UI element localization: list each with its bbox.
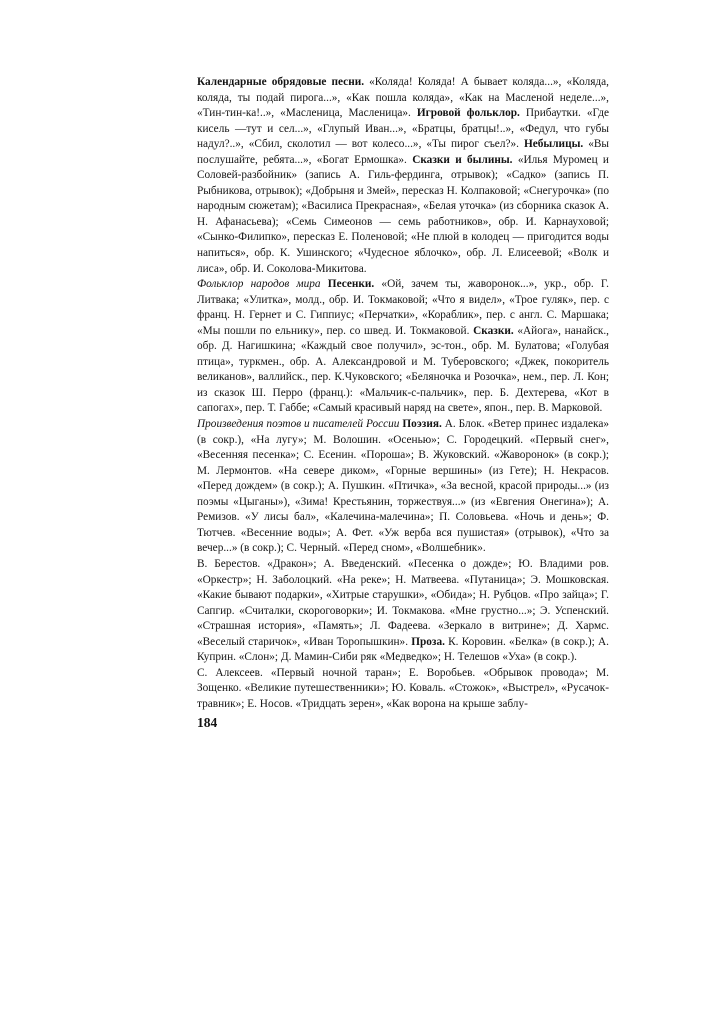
document-page	[197, 75, 609, 732]
text-run: В. Берестов. «Дракон»; А. Введенский. «Песенка о дожде»; Ю. Владими ров. «Оркестр»; Н. Заболоцкий. «На реке»; Н. Матвеева. «Путаница»; Э. Мошковская. «Какие бывают подарки», «Хитрые старушки», «Обида»; Н. Рубцов. «Про зайца»; Г. Сапгир. «Считалки, скороговорки»; И. Токмакова. «Мне грустно...»; Э. Успенский. «Страшная история», «Память»; Л. Фадеева. «Зеркало в витрине»; Д. Хармс. «Веселый старичок», «Иван Торопышкин».	[197, 557, 609, 648]
paragraph	[197, 666, 609, 713]
text-run: К. Коровин. «Белка» (в сокр.); А. Куприн. «Слон»; Д. Мамин-Сиби ряк «Медведко»; Н. Телешов «Уха» (в сокр.).	[197, 635, 609, 664]
paragraph	[197, 75, 609, 277]
section-subtitle: Фольклор народов мира	[197, 278, 321, 291]
text-run: «Ой, зачем ты, жаворонок...», укр., обр. Г. Литвака; «Улитка», молд., обр. И. Токмаковой; «Что я видел», «Трое гуляк», пер. с франц. Н. Гернет и С. Гиппиус; «Перчатки», «Кораблик», пер. с англ. С. Маршака; «Мы пошли по ельнику», пер. со швед. И. Токмаковой.	[197, 278, 609, 337]
section-heading: Песенки.	[327, 278, 375, 291]
paragraph	[197, 277, 609, 417]
text-run: «Вы послушайте, ребята...», «Богат Ермошка».	[197, 138, 609, 166]
text-run: Прибаутки. «Где кисель —тут и сел...», «Глупый Иван...», «Братцы, братцы!..», «Федул, что губы надул?..», «Сбил, сколотил — вот колесо...», «Ты пирог съел?».	[197, 107, 609, 151]
section-heading: Небылицы.	[523, 138, 584, 151]
paragraph	[197, 557, 609, 666]
section-heading: Проза.	[411, 635, 445, 648]
section-heading: Игровой фольклор.	[416, 107, 520, 120]
section-heading: Сказки и былины.	[412, 153, 513, 166]
section-heading: Сказки.	[473, 324, 514, 337]
document-body	[197, 75, 609, 712]
text-run	[321, 278, 328, 290]
paragraph	[197, 417, 609, 557]
text-run: «Коляда! Коляда! А бывает коляда...», «Коляда, коляда, ты подай пирога...», «Как пошла коляда», «Как на Масленой неделе...», «Тин-тин-ка!..», «Масленица, Масленица».	[197, 76, 609, 120]
section-heading: Поэзия.	[402, 418, 442, 431]
section-subtitle: Произведения поэтов и писателей России	[197, 418, 400, 431]
page-number: 184	[197, 715, 218, 731]
text-run: С. Алексеев. «Первый ночной таран»; Е. Воробьев. «Обрывок провода»; М. Зощенко. «Великие путешественники»; Ю. Коваль. «Стожок», «Выстрел», «Русачок-травник»; Е. Носов. «Тридцать зерен», «Как ворона на крыше заблу-	[197, 666, 609, 710]
text-run: «Айога», нанайск., обр. Д. Нагишкина; «Каждый свое получил», эс-тон., обр. М. Булатова; «Голубая птица», туркмен., обр. А. Александровой и М. Туберовского; «Джек, покоритель великанов», валлийск., пер. К.Чуковского; «Беляночка и Розочка», нем., пер. Л. Кон; из сказок Ш. Перро (франц.): «Мальчик-с-пальчик», пер. Б. Дехтерева, «Кот в сапогах», пер. Т. Габбе; «Самый красивый наряд на свете», япон., пер. В. Марковой.	[197, 324, 609, 415]
section-heading: Календарные обрядовые песни.	[197, 76, 365, 88]
text-run: А. Блок. «Ветер принес издалека» (в сокр.), «На лугу»; М. Волошин. «Осенью»; С. Городецкий. «Первый снег», «Весенняя песенка»; С. Есенин. «Пороша»; В. Жуковский. «Жаворонок» (в сокр.); М. Лермонтов. «На севере диком», «Горные вершины» (из Гете); Н. Некрасов. «Перед дождем» (в сокр.); А. Пушкин. «Птичка», «За весной, красой природы...» (из поэмы «Цыганы»), «Зима! Крестьянин, торжествуя...» (из «Евгения Онегина»); А. Ремизов. «У лисы бал», «Калечина-малечина»; П. Соловьева. «Ночь и день»; Ф. Тютчев. «Весенние воды»; А. Фет. «Уж верба вся пушистая» (отрывок), «Что за вечер...» (в сокр.); С. Черный. «Перед сном», «Волшебник».	[197, 418, 609, 555]
text-run: «Илья Муромец и Соловей-разбойник» (запись А. Гиль-фердинга, отрывок); «Садко» (запись П. Рыбникова, отрывок); «Добрыня и Змей», пересказ Н. Колпаковой; «Снегурочка» (по народным сюжетам); «Василиса Прекрасная», «Белая уточка» (из сборника сказок А. Н. Афанасьева); «Семь Симеонов — семь работников», обр. И. Карнауховой; «Сынко-Филипко», пересказ Е. Поленовой; «Не плюй в колодец — пригодится воды напиться», обр. К. Ушинского; «Чудесное яблочко», обр. Л. Елисеевой; «Волк и лиса», обр. И. Соколова-Микитова.	[197, 153, 609, 275]
